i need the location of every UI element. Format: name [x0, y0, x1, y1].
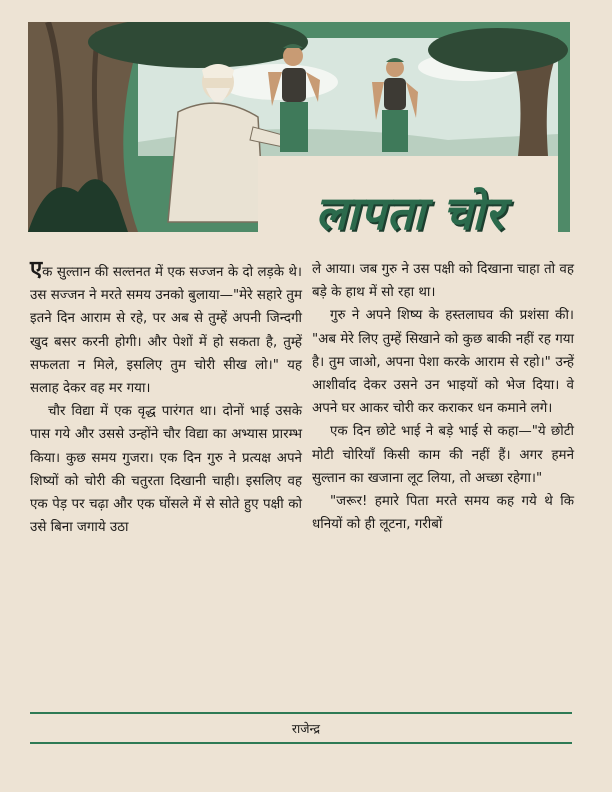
paragraph-1-text: क सुल्तान की सल्तनत में एक सज्जन के दो लड़के थे। उस सज्जन ने मरते समय उनको बुलाया—"मेरे सहारे तुम इतने दिन आराम से रहे, पर अब से तुम्हें अपनी जिन्दगी खुद बसर करनी होगी। और पेशों में हो सकता है, तुम्हें सफलता न मिले, इसलिए तुम चोरी सीख लो।" यह सलाह देकर वह मर गया।	[30, 265, 302, 397]
drop-cap: ए	[30, 257, 43, 282]
paragraph-4: गुरु ने अपने शिष्य के हस्तलाघव की प्रशंसा की। "अब मेरे लिए तुम्हें सिखाने को कुछ बाकी नहीं रह गया है। तुम जाओ, अपना पेशा करके आराम से रहो।" उन्हें आशीर्वाद देकर उसने उन भाइयों को भेज दिया। वे अपने घर आकर चोरी कर कराकर धन कमाने लगे।	[312, 308, 574, 417]
author-name: राजेन्द्र	[291, 721, 321, 736]
paragraph-3: ले आया। जब गुरु ने उस पक्षी को दिखाना चाहा तो वह बड़े के हाथ में सो रहा था।	[312, 262, 574, 301]
divider-top	[30, 712, 572, 714]
divider-bottom	[30, 742, 572, 744]
right-column	[312, 258, 574, 536]
left-column	[30, 258, 302, 539]
paragraph-1	[30, 258, 302, 400]
story-title: लापता चोर	[315, 186, 505, 240]
paragraph-2: चौर विद्या में एक वृद्ध पारंगत था। दोनों भाई उसके पास गये और उससे उन्होंने चौर विद्या का अभ्यास प्रारम्भ किया। कुछ समय गुजरा। एक दिन गुरु ने प्रत्यक्ष अपने शिष्यों को चोरी की चतुरता दिखानी चाही। इसलिए वह एक पेड़ पर चढ़ा और एक घोंसले में से सोते हुए पक्षी को उसे बिना जगाये उठा	[30, 404, 302, 536]
paragraph-5: एक दिन छोटे भाई ने बड़े भाई से कहा—"ये छोटी मोटी चोरियाँ किसी काम की नहीं हैं। अगर हमने सुल्तान का खजाना लूट लिया, तो अच्छा रहेगा।"	[312, 424, 574, 486]
paragraph-6: "जरूर! हमारे पिता मरते समय कह गये थे कि धनियों को ही लूटना, गरीबों	[312, 494, 574, 533]
